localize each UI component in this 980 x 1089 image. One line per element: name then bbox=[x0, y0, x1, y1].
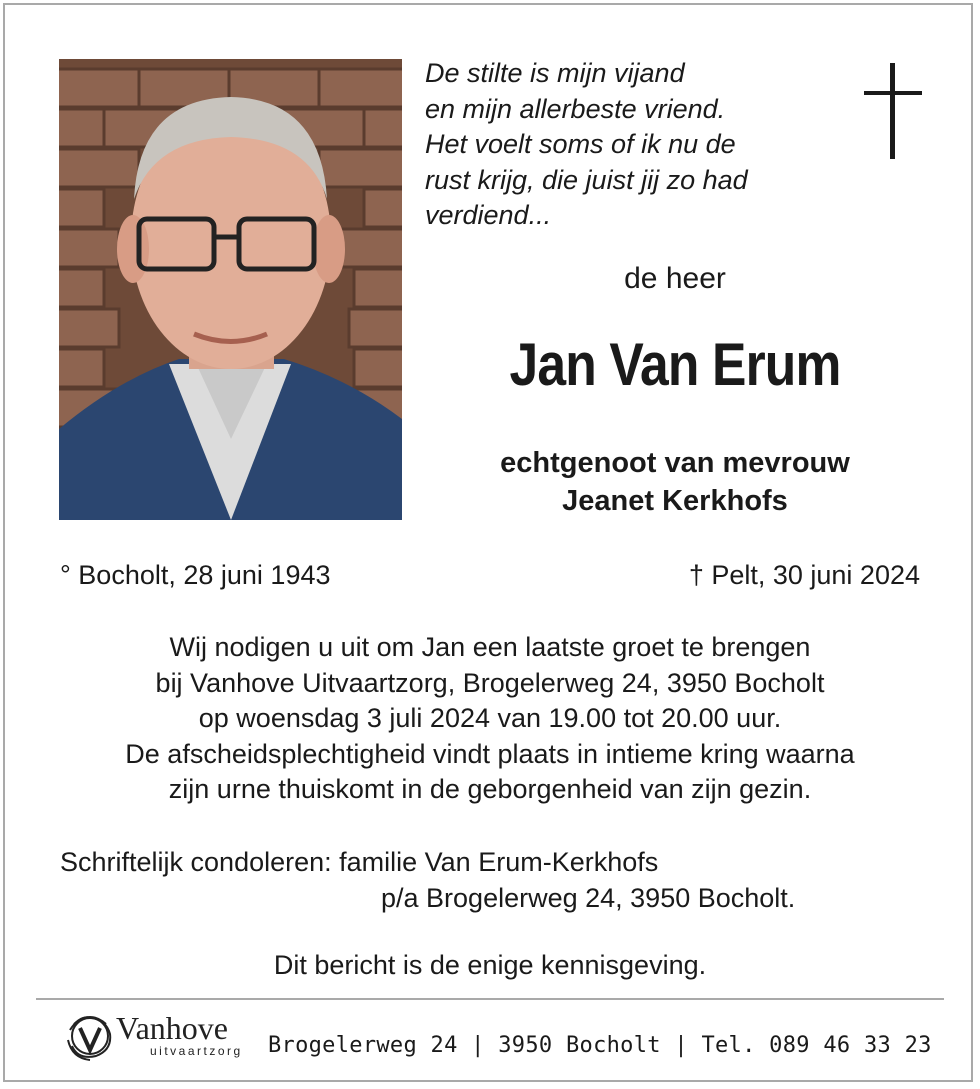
vanhove-logo bbox=[62, 1008, 252, 1064]
condolence-line: p/a Brogelerweg 24, 3950 Bocholt. bbox=[381, 882, 796, 913]
logo-name: Vanhove bbox=[116, 1010, 228, 1046]
footer-contact: Brogelerweg 24 | 3950 Bocholt | Tel. 089 46 33 23 bbox=[268, 1033, 932, 1058]
death-info: † Pelt, 30 juni 2024 bbox=[688, 560, 920, 590]
poem-line: en mijn allerbeste vriend. bbox=[425, 93, 726, 124]
poem-line: Het voelt soms of ik nu de bbox=[425, 129, 736, 159]
poem-line: rust krijg, die juist jij zo had bbox=[425, 164, 748, 195]
poem bbox=[425, 56, 825, 234]
invitation-line: De afscheidsplechtigheid vindt plaats in intieme kring waarna bbox=[125, 738, 855, 769]
poem-line: De stilte is mijn vijand bbox=[425, 58, 685, 88]
poem-line: verdiend... bbox=[425, 200, 552, 230]
spouse-name: Jeanet Kerkhofs bbox=[562, 485, 788, 517]
spouse-block bbox=[430, 444, 920, 520]
logo-subtitle: uitvaartzorg bbox=[150, 1044, 243, 1058]
birth-info: ° Bocholt, 28 juni 1943 bbox=[60, 560, 331, 590]
honorific: de heer bbox=[624, 262, 726, 295]
condolence-line: Schriftelijk condoleren: familie Van Erum-Kerkhofs bbox=[60, 847, 659, 877]
condolence-address bbox=[60, 845, 795, 916]
invitation-text bbox=[40, 630, 940, 808]
invitation-line: zijn urne thuiskomt in de geborgenheid van zijn gezin. bbox=[168, 774, 812, 804]
portrait-photo bbox=[59, 59, 402, 520]
notice-text: Dit bericht is de enige kennisgeving. bbox=[273, 950, 707, 980]
spouse-relation: echtgenoot van mevrouw bbox=[500, 447, 850, 479]
deceased-name: Jan Van Erum bbox=[509, 331, 841, 398]
invitation-line: Wij nodigen u uit om Jan een laatste groet te brengen bbox=[169, 632, 811, 662]
invitation-line: bij Vanhove Uitvaartzorg, Brogelerweg 24, 3950 Bocholt bbox=[155, 667, 825, 698]
divider bbox=[36, 998, 944, 1000]
cross-icon bbox=[864, 63, 922, 159]
invitation-line: op woensdag 3 juli 2024 van 19.00 tot 20.00 uur. bbox=[198, 703, 782, 733]
logo-emblem-icon bbox=[62, 1008, 118, 1064]
